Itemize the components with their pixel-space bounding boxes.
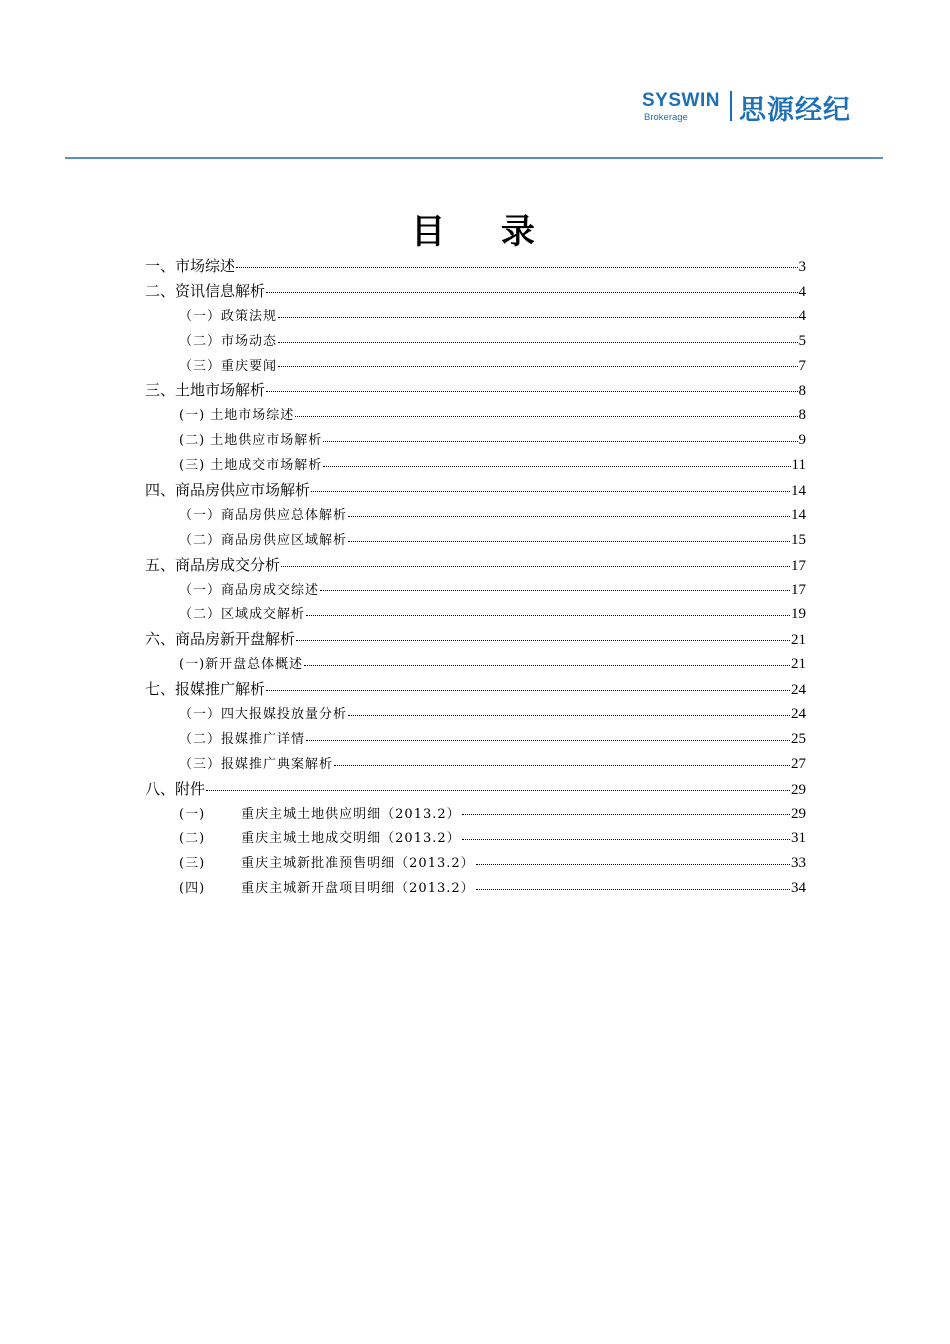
toc-entry-label: 二、资讯信息解析 (145, 281, 266, 300)
toc-entry-label: （三）报媒推广典案解析 (179, 756, 334, 772)
toc-entry-label: （二）报媒推广详情 (179, 731, 306, 747)
toc-entry[interactable] (145, 677, 806, 702)
toc-entry-page: 14 (791, 483, 806, 500)
toc-entry[interactable] (145, 602, 806, 627)
toc-entry[interactable] (145, 627, 806, 652)
toc-entry-label: （一）政策法规 (179, 308, 278, 324)
toc-entry-label: 五、商品房成交分析 (145, 555, 281, 574)
toc-entry-page: 11 (791, 457, 806, 474)
toc-entry-page: 21 (791, 632, 806, 649)
toc-entry-page: 31 (791, 830, 806, 847)
toc-leader-dots (278, 316, 797, 318)
toc-entry-label: 七、报媒推广解析 (145, 680, 266, 699)
toc-leader-dots (266, 291, 797, 293)
toc-entry-page: 27 (791, 755, 806, 772)
toc-entry-label: 四、商品房供应市场解析 (145, 481, 311, 500)
toc-entry-page: 15 (791, 531, 806, 548)
toc-entry-page: 14 (791, 506, 806, 523)
toc-entry-page: 24 (791, 706, 806, 723)
toc-leader-dots (281, 565, 790, 567)
toc-entry-label: 八、附件 (145, 779, 206, 798)
toc-entry-label: (二) 土地供应市场解析 (179, 433, 323, 449)
toc-entry-label: 重庆主城新开盘项目明细（2013.2） (241, 881, 475, 897)
logo-cn-text: 思源经纪 (739, 95, 851, 126)
toc-entry-page: 8 (798, 407, 806, 424)
toc-entry-page: 3 (798, 259, 806, 275)
toc-entry[interactable] (145, 453, 806, 478)
logo-en-text: SYSWIN (642, 90, 720, 111)
toc-leader-dots (348, 714, 790, 716)
toc-entry-label: (三) 土地成交市场解析 (179, 458, 323, 474)
toc-entry[interactable] (145, 553, 806, 578)
toc-entry[interactable] (145, 279, 806, 304)
logo-divider (730, 91, 732, 121)
toc-entry-label: (一) 土地市场综述 (179, 408, 295, 424)
toc-entry[interactable] (145, 777, 806, 802)
toc-entry-page: 17 (791, 581, 806, 598)
toc-entry-page: 21 (791, 656, 806, 673)
toc-entry-label: 重庆主城土地成交明细（2013.2） (241, 831, 461, 847)
toc-leader-dots (278, 341, 797, 343)
toc-entry-page: 7 (798, 357, 806, 374)
toc-entry-number: (四) (179, 881, 206, 897)
toc-entry-label: （一）商品房供应总体解析 (179, 507, 348, 523)
toc-entry-number: (一) (179, 806, 206, 822)
toc-entry-number: (二) (179, 831, 206, 847)
toc-entry-page: 25 (791, 730, 806, 747)
toc-entry[interactable] (145, 378, 806, 403)
toc-leader-dots (296, 639, 790, 641)
toc-leader-dots (323, 465, 790, 467)
toc-leader-dots (306, 739, 790, 741)
toc-leader-dots (266, 689, 790, 691)
toc-leader-dots (323, 440, 797, 442)
toc-entry-label: (一)新开盘总体概述 (179, 657, 304, 673)
toc-entry-page: 29 (791, 781, 806, 798)
toc-entry[interactable] (145, 727, 806, 752)
toc-entry-page: 19 (791, 606, 806, 623)
toc-leader-dots (304, 664, 790, 666)
toc-entry[interactable] (145, 851, 806, 876)
toc-leader-dots (320, 589, 790, 591)
toc-entry[interactable] (145, 702, 806, 727)
toc-leader-dots (266, 390, 797, 392)
table-of-contents (145, 254, 806, 901)
toc-entry[interactable] (145, 802, 806, 827)
toc-entry[interactable] (145, 752, 806, 777)
toc-leader-dots (278, 365, 797, 367)
toc-entry[interactable] (145, 652, 806, 677)
toc-entry-page: 33 (791, 855, 806, 872)
toc-entry[interactable] (145, 826, 806, 851)
toc-entry-label: （二）市场动态 (179, 333, 278, 349)
toc-leader-dots (462, 813, 790, 815)
toc-leader-dots (462, 838, 790, 840)
toc-leader-dots (348, 515, 790, 517)
toc-entry-page: 4 (798, 283, 806, 300)
toc-entry[interactable] (145, 354, 806, 379)
toc-entry-label: 六、商品房新开盘解析 (145, 630, 296, 649)
toc-entry[interactable] (145, 428, 806, 453)
toc-entry[interactable] (145, 876, 806, 901)
toc-entry[interactable] (145, 304, 806, 329)
toc-entry-label: 一、市场综述 (145, 257, 236, 275)
toc-entry-label: 重庆主城土地供应明细（2013.2） (241, 806, 461, 822)
toc-entry[interactable] (145, 503, 806, 528)
toc-leader-dots (311, 490, 790, 492)
toc-leader-dots (206, 789, 790, 791)
toc-entry[interactable] (145, 528, 806, 553)
toc-entry-label: 三、土地市场解析 (145, 381, 266, 400)
toc-entry[interactable] (145, 478, 806, 503)
toc-entry-page: 9 (798, 432, 806, 449)
toc-entry-page: 4 (798, 307, 806, 324)
toc-leader-dots (295, 415, 797, 417)
toc-entry-label: （一）四大报媒投放量分析 (179, 707, 348, 723)
toc-entry-page: 5 (798, 332, 806, 349)
toc-entry-page: 17 (791, 557, 806, 574)
toc-entry-page: 29 (791, 805, 806, 822)
toc-leader-dots (236, 266, 797, 268)
toc-entry[interactable] (145, 329, 806, 354)
header-rule (65, 157, 883, 159)
toc-entry-page: 34 (791, 880, 806, 897)
toc-entry-page: 24 (791, 682, 806, 699)
syswin-logo (642, 88, 882, 128)
toc-entry[interactable] (145, 403, 806, 428)
toc-entry-page: 8 (798, 383, 806, 400)
toc-entry-label: （二）区域成交解析 (179, 607, 306, 623)
toc-leader-dots (476, 888, 790, 890)
toc-leader-dots (306, 614, 790, 616)
toc-entry[interactable] (145, 578, 806, 603)
toc-entry-label: （一）商品房成交综述 (179, 582, 320, 598)
toc-entry-label: （三）重庆要闻 (179, 358, 278, 374)
toc-leader-dots (334, 764, 790, 766)
toc-entry-number: (三) (179, 856, 206, 872)
toc-leader-dots (476, 863, 790, 865)
page-title: 目 录 (411, 212, 557, 252)
toc-entry-label: 重庆主城新批准预售明细（2013.2） (241, 856, 475, 872)
toc-leader-dots (348, 540, 790, 542)
toc-entry-label: （二）商品房供应区域解析 (179, 532, 348, 548)
toc-entry[interactable] (145, 254, 806, 279)
logo-sub-text: Brokerage (644, 112, 688, 123)
